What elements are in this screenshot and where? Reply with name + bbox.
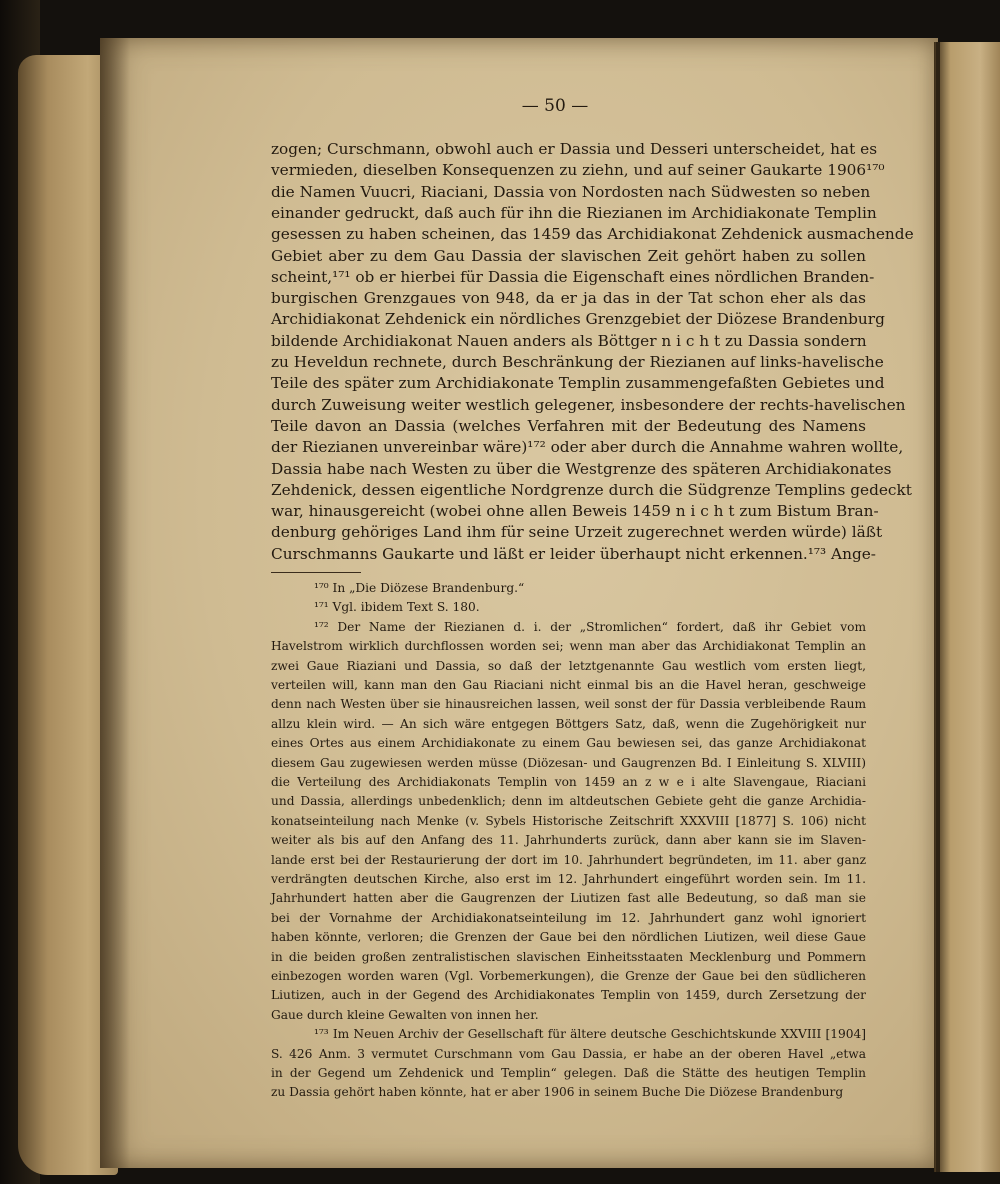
footnote-line: S. 426 Anm. 3 vermutet Curschmann vom Gau Dassia, er habe an der oberen Havel „etwa — [271, 1046, 866, 1061]
footnote-line: Gaue durch kleine Gewalten von innen her. — [271, 1007, 539, 1022]
body-line: die Namen Vuucri, Riaciani, Dassia von Nordosten nach Südwesten so neben — [271, 182, 871, 201]
footnote-line: einbezogen worden waren (Vgl. Vorbemerkungen), die Grenze der Gaue bei den südlicheren — [271, 969, 866, 983]
footnote-separator — [271, 572, 361, 573]
footnote-line: in der Gegend um Zehdenick und Templin“ gelegen. Daß die Stätte des heutigen Templin — [271, 1066, 866, 1080]
footnote-line: weiter als bis auf den Anfang des 11. Jahrhunderts zurück, dann aber kann sie im Slaven- — [271, 833, 866, 848]
footnote-line: haben könnte, verloren; die Grenzen der Gaue bei den nördlichen Liutizen, weil diese Gaue — [271, 930, 866, 945]
body-line: war, hinausgereicht (wobei ohne allen Beweis 1459 n i c h t zum Bistum Bran- — [271, 502, 879, 521]
footnote-line: diesem Gau zugewiesen werden müsse (Diözesan- und Gaugrenzen Bd. I Einleitung S. XLVIII) — [271, 755, 866, 770]
footnote-line: denn nach Westen über sie hinausreichen lassen, weil sonst der für Dassia verbleibende Raum — [271, 697, 866, 712]
footnote-line: konatseinteilung nach Menke (v. Sybels Historische Zeitschrift XXXVIII [1877] S. 106) nicht — [271, 813, 866, 828]
footnote-line: zu Dassia gehört haben könnte, hat er aber 1906 in seinem Buche Die Diözese Brandenburg — [271, 1085, 844, 1100]
footnote-line: ¹⁷¹ Vgl. ibidem Text S. 180. — [314, 600, 480, 615]
footnote-line: in die beiden großen zentralistischen slavischen Einheitsstaaten Mecklenburg und Pommern — [271, 949, 866, 964]
body-line: Curschmanns Gaukarte und läßt er leider überhaupt nicht erkennen.¹⁷³ Ange- — [271, 544, 876, 563]
body-line: gesessen zu haben scheinen, das 1459 das Archidiakonat Zehdenick ausmachende — [271, 225, 914, 244]
footnote-line: Jahrhundert hatten aber die Gaugrenzen der Liutizen fast alle Bedeutung, so daß man sie — [271, 891, 866, 906]
body-line: Dassia habe nach Westen zu über die Westgrenze des späteren Archidiakonates — [271, 459, 892, 478]
footnote-line: allzu klein wird. — An sich wäre entgegen Böttgers Satz, daß, wenn die Zugehörigkeit nur — [271, 716, 866, 731]
page-gutter-shadow — [100, 38, 130, 1168]
footnote-line: zwei Gaue Riaziani und Dassia, so daß der letztgenannte Gau westlich vom ersten liegt, — [271, 658, 866, 673]
footnote-line: Havelstrom wirklich durchflossen worden sei; wenn man aber das Archidiakonat Templin an — [271, 639, 866, 654]
body-line: zu Heveldun rechnete, durch Beschränkung der Riezianen auf links-havelische — [271, 353, 884, 371]
next-page-edge — [934, 42, 1000, 1172]
page-number: — 50 — — [521, 96, 589, 116]
footnote-line: verdrängten deutschen Kirche, also erst im 12. Jahrhundert eingeführt worden sein. Im 11. — [271, 872, 866, 886]
footnote-line: bei der Vornahme der Archidiakonatseinteilung im 12. Jahrhundert ganz wohl ignoriert — [271, 910, 866, 925]
footnote-line: Liutizen, auch in der Gegend des Archidiakonates Templin von 1459, durch Zersetzung der — [271, 988, 866, 1003]
body-line: vermieden, dieselben Konsequenzen zu ziehn, und auf seiner Gaukarte 1906¹⁷⁰ — [271, 161, 885, 180]
body-line: Gebiet aber zu dem Gau Dassia der slavischen Zeit gehört haben zu sollen — [271, 246, 866, 265]
body-line: Zehdenick, dessen eigentliche Nordgrenze durch die Südgrenze Templins gedeckt — [271, 480, 912, 499]
footnote-line: ¹⁷³ Im Neuen Archiv der Gesellschaft für ältere deutsche Geschichtskunde XXVIII [1904] — [314, 1027, 866, 1042]
body-line: denburg gehöriges Land ihm für seine Urzeit zugerechnet werden würde) läßt — [271, 523, 883, 542]
page-fold-line — [936, 42, 940, 1172]
body-line: durch Zuweisung weiter westlich gelegener, insbesondere der rechts-havelischen — [271, 395, 906, 414]
body-line: Teile davon an Dassia (welches Verfahren mit der Bedeutung des Namens — [271, 416, 866, 435]
footnote-line: ¹⁷² Der Name der Riezianen d. i. der „Stromlichen“ fordert, daß ihr Gebiet vom — [314, 619, 866, 634]
body-line: einander gedruckt, daß auch für ihn die Riezianen im Archidiakonate Templin — [271, 203, 877, 222]
body-line: zogen; Curschmann, obwohl auch er Dassia und Desseri unterscheidet, hat es — [271, 140, 878, 158]
footnote-line: eines Ortes aus einem Archidiakonate zu einem Gau bewiesen sei, das ganze Archidiakonat — [271, 736, 866, 751]
body-line: der Riezianen unvereinbar wäre)¹⁷² oder aber durch die Annahme wahren wollte, — [271, 438, 904, 457]
footnote-line: die Verteilung des Archidiakonats Templin von 1459 an z w e i alte Slavengaue, Riaciani — [271, 775, 866, 789]
body-line: Teile des später zum Archidiakonate Templin zusammengefaßten Gebietes und — [271, 374, 885, 393]
footnote-line: und Dassia, allerdings unbedenklich; denn im altdeutschen Gebiete geht die ganze Archidia- — [271, 794, 866, 809]
body-line: Archidiakonat Zehdenick ein nördliches Grenzgebiet der Diözese Brandenburg — [271, 310, 885, 329]
body-line: scheint,¹⁷¹ ob er hierbei für Dassia die Eigenschaft eines nördlichen Branden- — [271, 267, 875, 286]
footnote-line: verteilen will, kann man den Gau Riaciani nicht einmal bis an die Havel heran, geschweige — [271, 678, 866, 692]
footnote-line: ¹⁷⁰ In „Die Diözese Brandenburg.“ — [314, 581, 525, 595]
body-line: burgischen Grenzgaues von 948, da er ja das in der Tat schon eher als das — [271, 289, 866, 308]
footnote-line: lande erst bei der Restaurierung der dort im 10. Jahrhundert begründeten, im 11. aber ganz — [271, 852, 866, 867]
body-line: bildende Archidiakonat Nauen anders als Böttger n i c h t zu Dassia sondern — [271, 331, 867, 350]
